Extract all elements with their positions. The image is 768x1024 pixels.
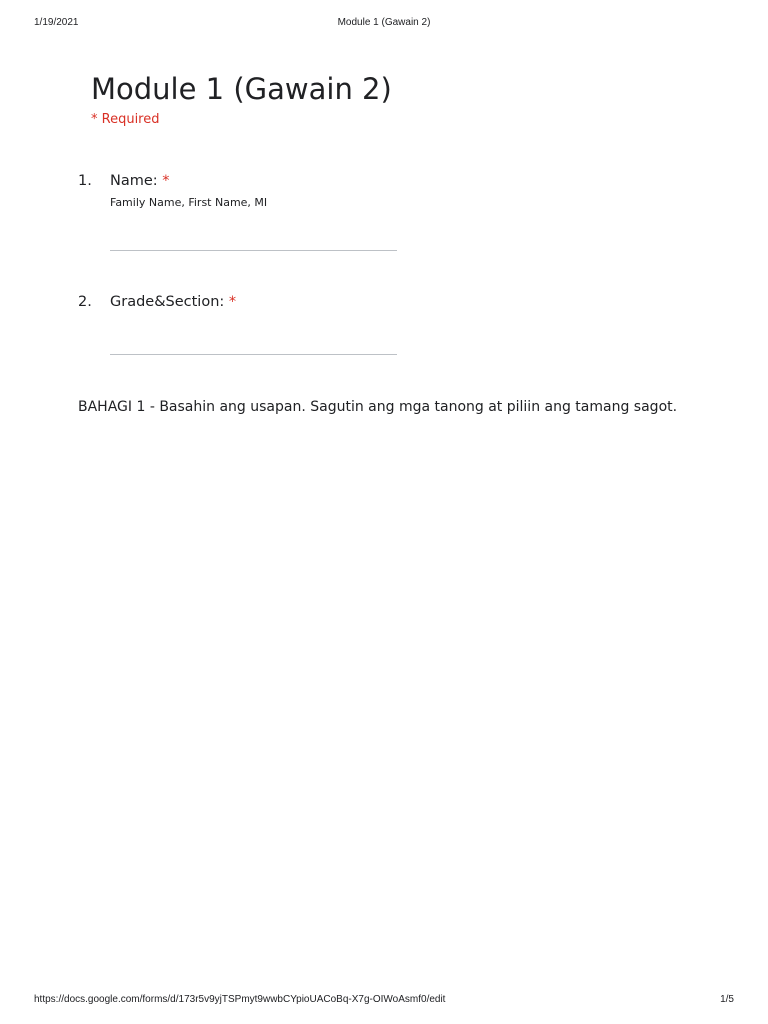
question-label-text: Name: [110, 173, 158, 189]
required-asterisk: * [228, 294, 237, 310]
question-label-text: Grade&Section: [110, 294, 225, 310]
page-number: 1/5 [720, 994, 734, 1005]
question-name [78, 173, 678, 253]
form-title: Module 1 (Gawain 2) [91, 72, 392, 106]
question-number: 1. [78, 173, 92, 189]
question-grade-section [78, 294, 678, 358]
required-note: * Required [91, 112, 160, 127]
print-date: 1/19/2021 [34, 17, 79, 28]
grade-section-answer-input[interactable] [110, 354, 397, 355]
required-asterisk: * [162, 173, 170, 189]
question-label [110, 173, 170, 189]
print-header [34, 17, 734, 31]
section-instructions: BAHAGI 1 - Basahin ang usapan. Sagutin ang mga tanong at piliin ang tamang sagot. [78, 399, 678, 415]
name-answer-input[interactable] [110, 250, 397, 251]
question-number: 2. [78, 294, 92, 310]
print-footer [34, 994, 734, 1008]
question-label [110, 294, 236, 310]
question-help-text: Family Name, First Name, MI [110, 196, 268, 209]
print-title: Module 1 (Gawain 2) [337, 17, 431, 28]
print-url: https://docs.google.com/forms/d/173r5v9yjTSPmyt9wwbCYpioUACoBq-X7g-OIWoAsmf0/edit [34, 994, 446, 1005]
